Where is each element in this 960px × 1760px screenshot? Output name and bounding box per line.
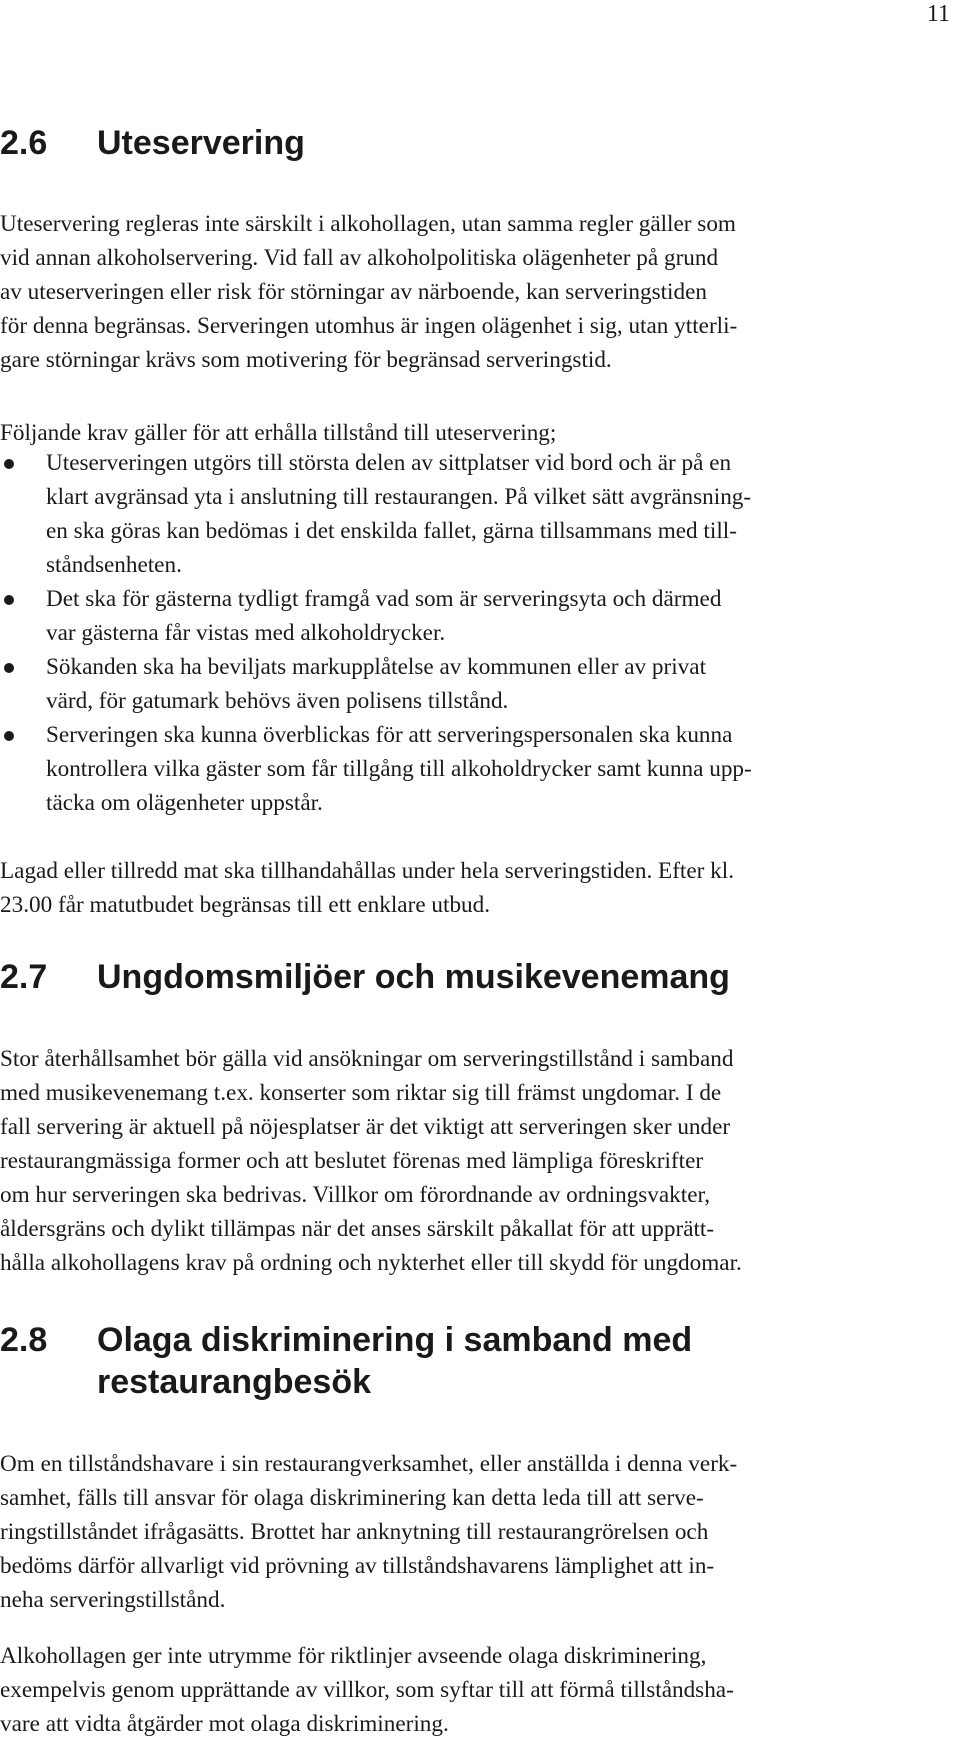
- paragraph-diskriminering-2: [0, 1639, 960, 1741]
- list-item: [0, 582, 960, 650]
- text-line: Det ska för gästerna tydligt framgå vad som är serveringsyta och därmed: [46, 586, 722, 612]
- text-line: vid annan alkoholservering. Vid fall av alkoholpolitiska olägenheter på grund: [0, 245, 719, 271]
- text-line: samhet, fälls till ansvar för olaga diskriminering kan detta leda till att serve-: [0, 1485, 704, 1511]
- text-line: var gästerna får vistas med alkoholdrycker.: [46, 620, 446, 646]
- section-title: Ungdomsmiljöer och musikevenemang: [97, 958, 730, 996]
- text-line: Stor återhållsamhet bör gälla vid ansökningar om serveringstillstånd i samband: [0, 1046, 734, 1072]
- text-line: Följande krav gäller för att erhålla tillstånd till uteservering;: [0, 420, 557, 446]
- section-title-line: restaurangbesök: [97, 1363, 371, 1401]
- bullet-icon: [4, 595, 14, 605]
- section-title: Uteservering: [97, 124, 305, 162]
- text-line: med musikevenemang t.ex. konserter som riktar sig till främst ungdomar. I de: [0, 1080, 722, 1106]
- list-item: [0, 446, 960, 582]
- text-line: Alkohollagen ger inte utrymme för riktlinjer avseende olaga diskriminering,: [0, 1643, 707, 1669]
- text-line: åldersgräns och dylikt tillämpas när det anses särskilt påkallat för att upprätt-: [0, 1216, 715, 1242]
- bullet-icon: [4, 731, 14, 741]
- requirements-list: [0, 446, 960, 820]
- text-line: av uteserveringen eller risk för störningar av närboende, kan serveringstiden: [0, 279, 707, 305]
- text-line: neha serveringstillstånd.: [0, 1587, 226, 1613]
- text-line: kontrollera vilka gäster som får tillgång till alkoholdrycker samt kunna upp-: [46, 756, 752, 782]
- section-number: 2.8: [0, 1321, 48, 1359]
- section-number: 2.7: [0, 958, 48, 996]
- text-line: hålla alkohollagens krav på ordning och nykterhet eller till skydd för ungdomar.: [0, 1250, 742, 1276]
- text-line: restaurangmässiga former och att beslutet förenas med lämpliga föreskrifter: [0, 1148, 704, 1174]
- paragraph-uteservering-intro: [0, 207, 960, 377]
- text-line: en ska göras kan bedömas i det enskilda fallet, gärna tillsammans med till-: [46, 518, 737, 544]
- text-line: vare att vidta åtgärder mot olaga diskriminering.: [0, 1711, 449, 1737]
- text-line: täcka om olägenheter uppstår.: [46, 790, 323, 816]
- paragraph-list-intro: [0, 416, 960, 450]
- text-line: värd, för gatumark behövs även polisens tillstånd.: [46, 688, 509, 714]
- list-item: [0, 718, 960, 820]
- section-title: [97, 1319, 897, 1403]
- text-line: fall servering är aktuell på nöjesplatser är det viktigt att serveringen sker under: [0, 1114, 731, 1140]
- text-line: ringstillståndet ifrågasätts. Brottet har anknytning till restaurangrörelsen och: [0, 1519, 709, 1545]
- text-line: bedöms därför allvarligt vid prövning av tillståndshavarens lämplighet att in-: [0, 1553, 715, 1579]
- text-line: klart avgränsad yta i anslutning till restaurangen. På vilket sätt avgränsning-: [46, 484, 752, 510]
- text-line: Sökanden ska ha beviljats markupplåtelse av kommunen eller av privat: [46, 654, 707, 680]
- page-number: 11: [926, 1, 950, 27]
- text-line: ståndsenheten.: [46, 552, 182, 578]
- text-line: Serveringen ska kunna överblickas för att serveringspersonalen ska kunna: [46, 722, 733, 748]
- paragraph-diskriminering-1: [0, 1447, 960, 1617]
- bullet-icon: [4, 459, 14, 469]
- text-line: gare störningar krävs som motivering för begränsad serveringstid.: [0, 347, 612, 373]
- list-item: [0, 650, 960, 718]
- text-line: Uteservering regleras inte särskilt i alkohollagen, utan samma regler gäller som: [0, 211, 736, 237]
- text-line: Uteserveringen utgörs till största delen av sittplatser vid bord och är på en: [46, 450, 732, 476]
- text-line: Lagad eller tillredd mat ska tillhandahållas under hela serveringstiden. Efter kl.: [0, 858, 735, 884]
- section-number: 2.6: [0, 124, 48, 162]
- text-line: Om en tillståndshavare i sin restaurangverksamhet, eller anställda i denna verk-: [0, 1451, 738, 1477]
- text-line: för denna begränsas. Serveringen utomhus är ingen olägenhet i sig, utan ytterli-: [0, 313, 738, 339]
- text-line: om hur serveringen ska bedrivas. Villkor om förordnande av ordningsvakter,: [0, 1182, 711, 1208]
- paragraph-food-requirement: [0, 854, 960, 922]
- text-line: exempelvis genom upprättande av villkor, som syftar till att förmå tillståndsha-: [0, 1677, 734, 1703]
- section-title-line: Olaga diskriminering i samband med: [97, 1321, 693, 1359]
- text-line: 23.00 får matutbudet begränsas till ett enklare utbud.: [0, 892, 491, 918]
- paragraph-ungdomsmiljoer: [0, 1042, 960, 1280]
- bullet-icon: [4, 663, 14, 673]
